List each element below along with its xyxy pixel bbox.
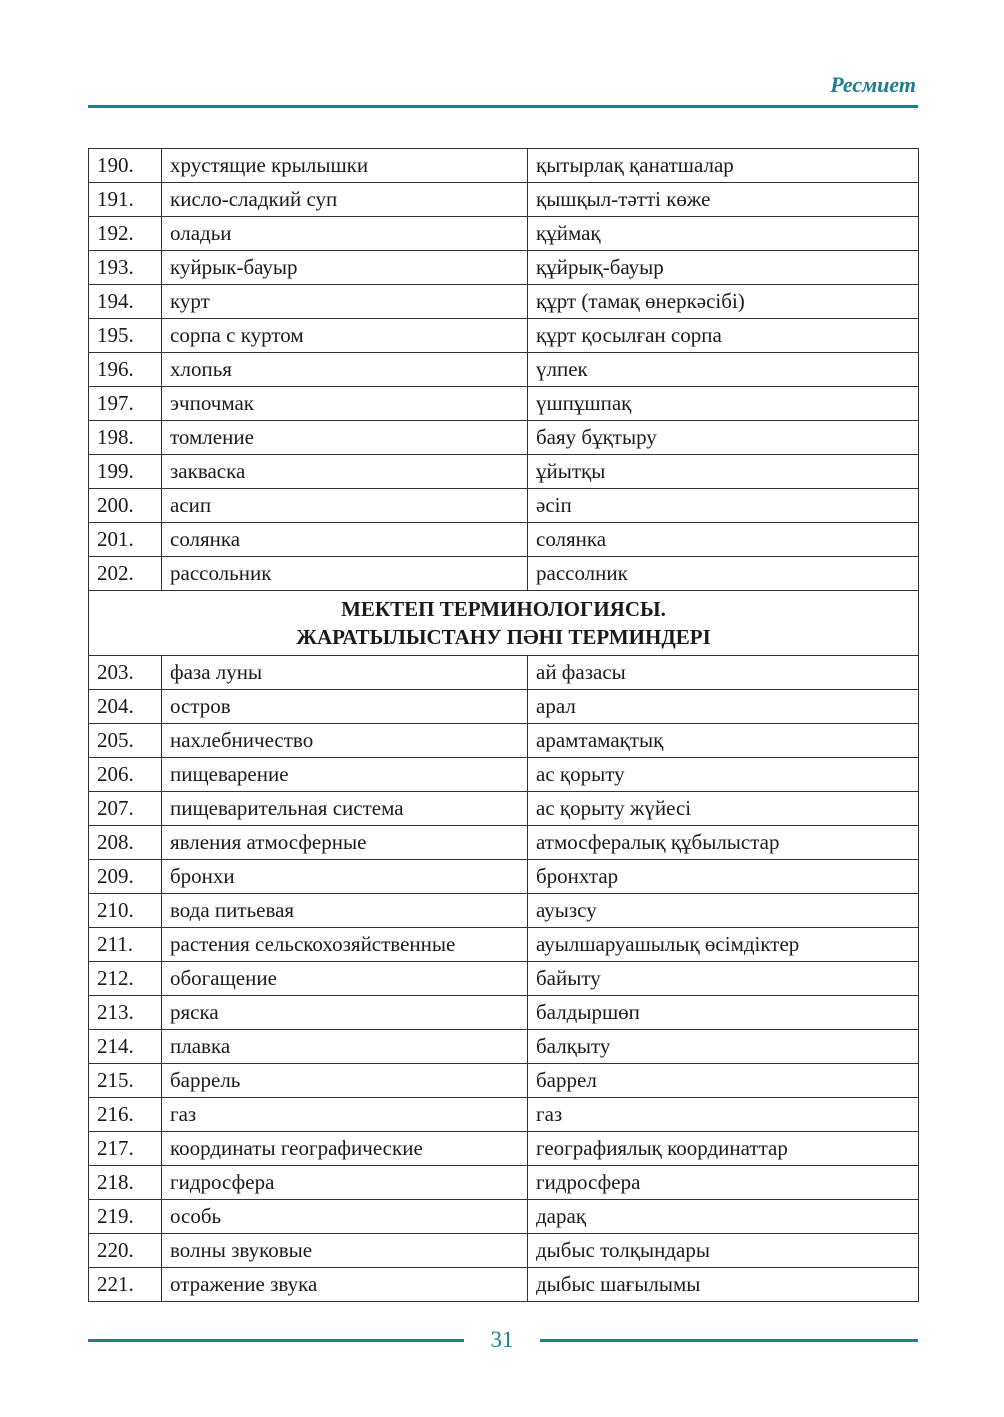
term-kazakh: ас қорыту [528, 758, 919, 792]
table-row [89, 455, 919, 489]
table-row [89, 489, 919, 523]
term-number: 206. [89, 758, 162, 792]
term-number: 205. [89, 724, 162, 758]
term-number: 199. [89, 455, 162, 489]
table-row [89, 1268, 919, 1302]
page-number: 31 [490, 1327, 514, 1352]
table-row [89, 928, 919, 962]
term-number: 198. [89, 421, 162, 455]
table-row [89, 1030, 919, 1064]
term-kazakh: бронхтар [528, 860, 919, 894]
term-number: 197. [89, 387, 162, 421]
term-kazakh: дыбыс шағылымы [528, 1268, 919, 1302]
term-russian: баррель [162, 1064, 528, 1098]
term-number: 220. [89, 1234, 162, 1268]
term-kazakh: ауылшаруашылық өсімдіктер [528, 928, 919, 962]
term-number: 200. [89, 489, 162, 523]
term-kazakh: құймақ [528, 217, 919, 251]
term-number: 207. [89, 792, 162, 826]
term-russian: хрустящие крылышки [162, 149, 528, 183]
term-russian: эчпочмак [162, 387, 528, 421]
term-number: 209. [89, 860, 162, 894]
term-russian: солянка [162, 523, 528, 557]
term-russian: рассольник [162, 557, 528, 591]
term-kazakh: құйрық-бауыр [528, 251, 919, 285]
glossary-table [88, 148, 919, 1302]
term-number: 210. [89, 894, 162, 928]
term-russian: остров [162, 690, 528, 724]
table-row [89, 557, 919, 591]
term-kazakh: солянка [528, 523, 919, 557]
term-number: 192. [89, 217, 162, 251]
footer-rule-left [88, 1339, 464, 1342]
term-kazakh: географиялық координаттар [528, 1132, 919, 1166]
table-row [89, 183, 919, 217]
term-number: 201. [89, 523, 162, 557]
table-row [89, 1166, 919, 1200]
table-row [89, 523, 919, 557]
term-russian: оладьи [162, 217, 528, 251]
term-kazakh: гидросфера [528, 1166, 919, 1200]
term-russian: координаты географические [162, 1132, 528, 1166]
term-russian: пищеварительная система [162, 792, 528, 826]
term-number: 191. [89, 183, 162, 217]
term-kazakh: ауызсу [528, 894, 919, 928]
term-kazakh: атмосфералық құбылыстар [528, 826, 919, 860]
term-russian: асип [162, 489, 528, 523]
term-number: 193. [89, 251, 162, 285]
term-russian: кисло-сладкий суп [162, 183, 528, 217]
term-number: 195. [89, 319, 162, 353]
term-russian: гидросфера [162, 1166, 528, 1200]
term-number: 221. [89, 1268, 162, 1302]
table-row [89, 962, 919, 996]
table-row [89, 826, 919, 860]
table-row [89, 149, 919, 183]
term-kazakh: дыбыс толқындары [528, 1234, 919, 1268]
term-kazakh: ас қорыту жүйесі [528, 792, 919, 826]
term-russian: отражение звука [162, 1268, 528, 1302]
term-russian: пищеварение [162, 758, 528, 792]
term-kazakh: құрт (тамақ өнеркәсібі) [528, 285, 919, 319]
term-number: 190. [89, 149, 162, 183]
table-row [89, 996, 919, 1030]
term-number: 212. [89, 962, 162, 996]
term-russian: обогащение [162, 962, 528, 996]
term-russian: фаза луны [162, 656, 528, 690]
running-header: Ресмиет [830, 72, 916, 97]
term-kazakh: арамтамақтық [528, 724, 919, 758]
term-kazakh: газ [528, 1098, 919, 1132]
term-kazakh: әсіп [528, 489, 919, 523]
term-number: 208. [89, 826, 162, 860]
term-number: 211. [89, 928, 162, 962]
term-russian: вода питьевая [162, 894, 528, 928]
term-russian: плавка [162, 1030, 528, 1064]
term-kazakh: дарақ [528, 1200, 919, 1234]
term-number: 196. [89, 353, 162, 387]
table-row [89, 387, 919, 421]
term-russian: особь [162, 1200, 528, 1234]
header-rule [88, 105, 918, 108]
table-row [89, 285, 919, 319]
term-number: 202. [89, 557, 162, 591]
table-row [89, 724, 919, 758]
term-kazakh: ай фазасы [528, 656, 919, 690]
term-kazakh: құрт қосылған сорпа [528, 319, 919, 353]
table-row [89, 656, 919, 690]
footer-rule-right [540, 1339, 918, 1342]
table-row [89, 353, 919, 387]
term-number: 217. [89, 1132, 162, 1166]
table-row [89, 1132, 919, 1166]
section-heading-row [89, 591, 919, 656]
table-row [89, 1234, 919, 1268]
term-kazakh: баяу бұқтыру [528, 421, 919, 455]
term-kazakh: үшпұшпақ [528, 387, 919, 421]
section-heading-line-2: ЖАРАТЫЛЫСТАНУ ПӘНІ ТЕРМИНДЕРІ [296, 625, 711, 649]
term-kazakh: қытырлақ қанатшалар [528, 149, 919, 183]
table-row [89, 319, 919, 353]
term-kazakh: баррел [528, 1064, 919, 1098]
glossary-table-body [89, 149, 919, 1302]
term-russian: куйрык-бауыр [162, 251, 528, 285]
table-row [89, 894, 919, 928]
term-number: 218. [89, 1166, 162, 1200]
term-russian: сорпа с куртом [162, 319, 528, 353]
table-row [89, 421, 919, 455]
term-number: 204. [89, 690, 162, 724]
term-kazakh: арал [528, 690, 919, 724]
term-kazakh: ұйытқы [528, 455, 919, 489]
table-row [89, 860, 919, 894]
section-heading [89, 591, 919, 656]
section-heading-line-1: МЕКТЕП ТЕРМИНОЛОГИЯСЫ. [341, 597, 666, 621]
table-row [89, 1200, 919, 1234]
term-number: 213. [89, 996, 162, 1030]
term-russian: закваска [162, 455, 528, 489]
table-row [89, 792, 919, 826]
term-number: 194. [89, 285, 162, 319]
term-russian: явления атмосферные [162, 826, 528, 860]
term-russian: нахлебничество [162, 724, 528, 758]
term-russian: газ [162, 1098, 528, 1132]
term-kazakh: рассолник [528, 557, 919, 591]
term-number: 219. [89, 1200, 162, 1234]
term-kazakh: үлпек [528, 353, 919, 387]
table-row [89, 1098, 919, 1132]
term-number: 215. [89, 1064, 162, 1098]
term-russian: волны звуковые [162, 1234, 528, 1268]
term-number: 214. [89, 1030, 162, 1064]
term-russian: бронхи [162, 860, 528, 894]
term-russian: томление [162, 421, 528, 455]
term-russian: хлопья [162, 353, 528, 387]
term-russian: курт [162, 285, 528, 319]
term-kazakh: балқыту [528, 1030, 919, 1064]
term-kazakh: байыту [528, 962, 919, 996]
term-number: 203. [89, 656, 162, 690]
table-row [89, 758, 919, 792]
table-row [89, 251, 919, 285]
table-row [89, 1064, 919, 1098]
table-row [89, 217, 919, 251]
term-russian: растения сельскохозяйственные [162, 928, 528, 962]
term-number: 216. [89, 1098, 162, 1132]
table-row [89, 690, 919, 724]
term-kazakh: балдыршөп [528, 996, 919, 1030]
term-kazakh: қышқыл-тәтті көже [528, 183, 919, 217]
term-russian: ряска [162, 996, 528, 1030]
